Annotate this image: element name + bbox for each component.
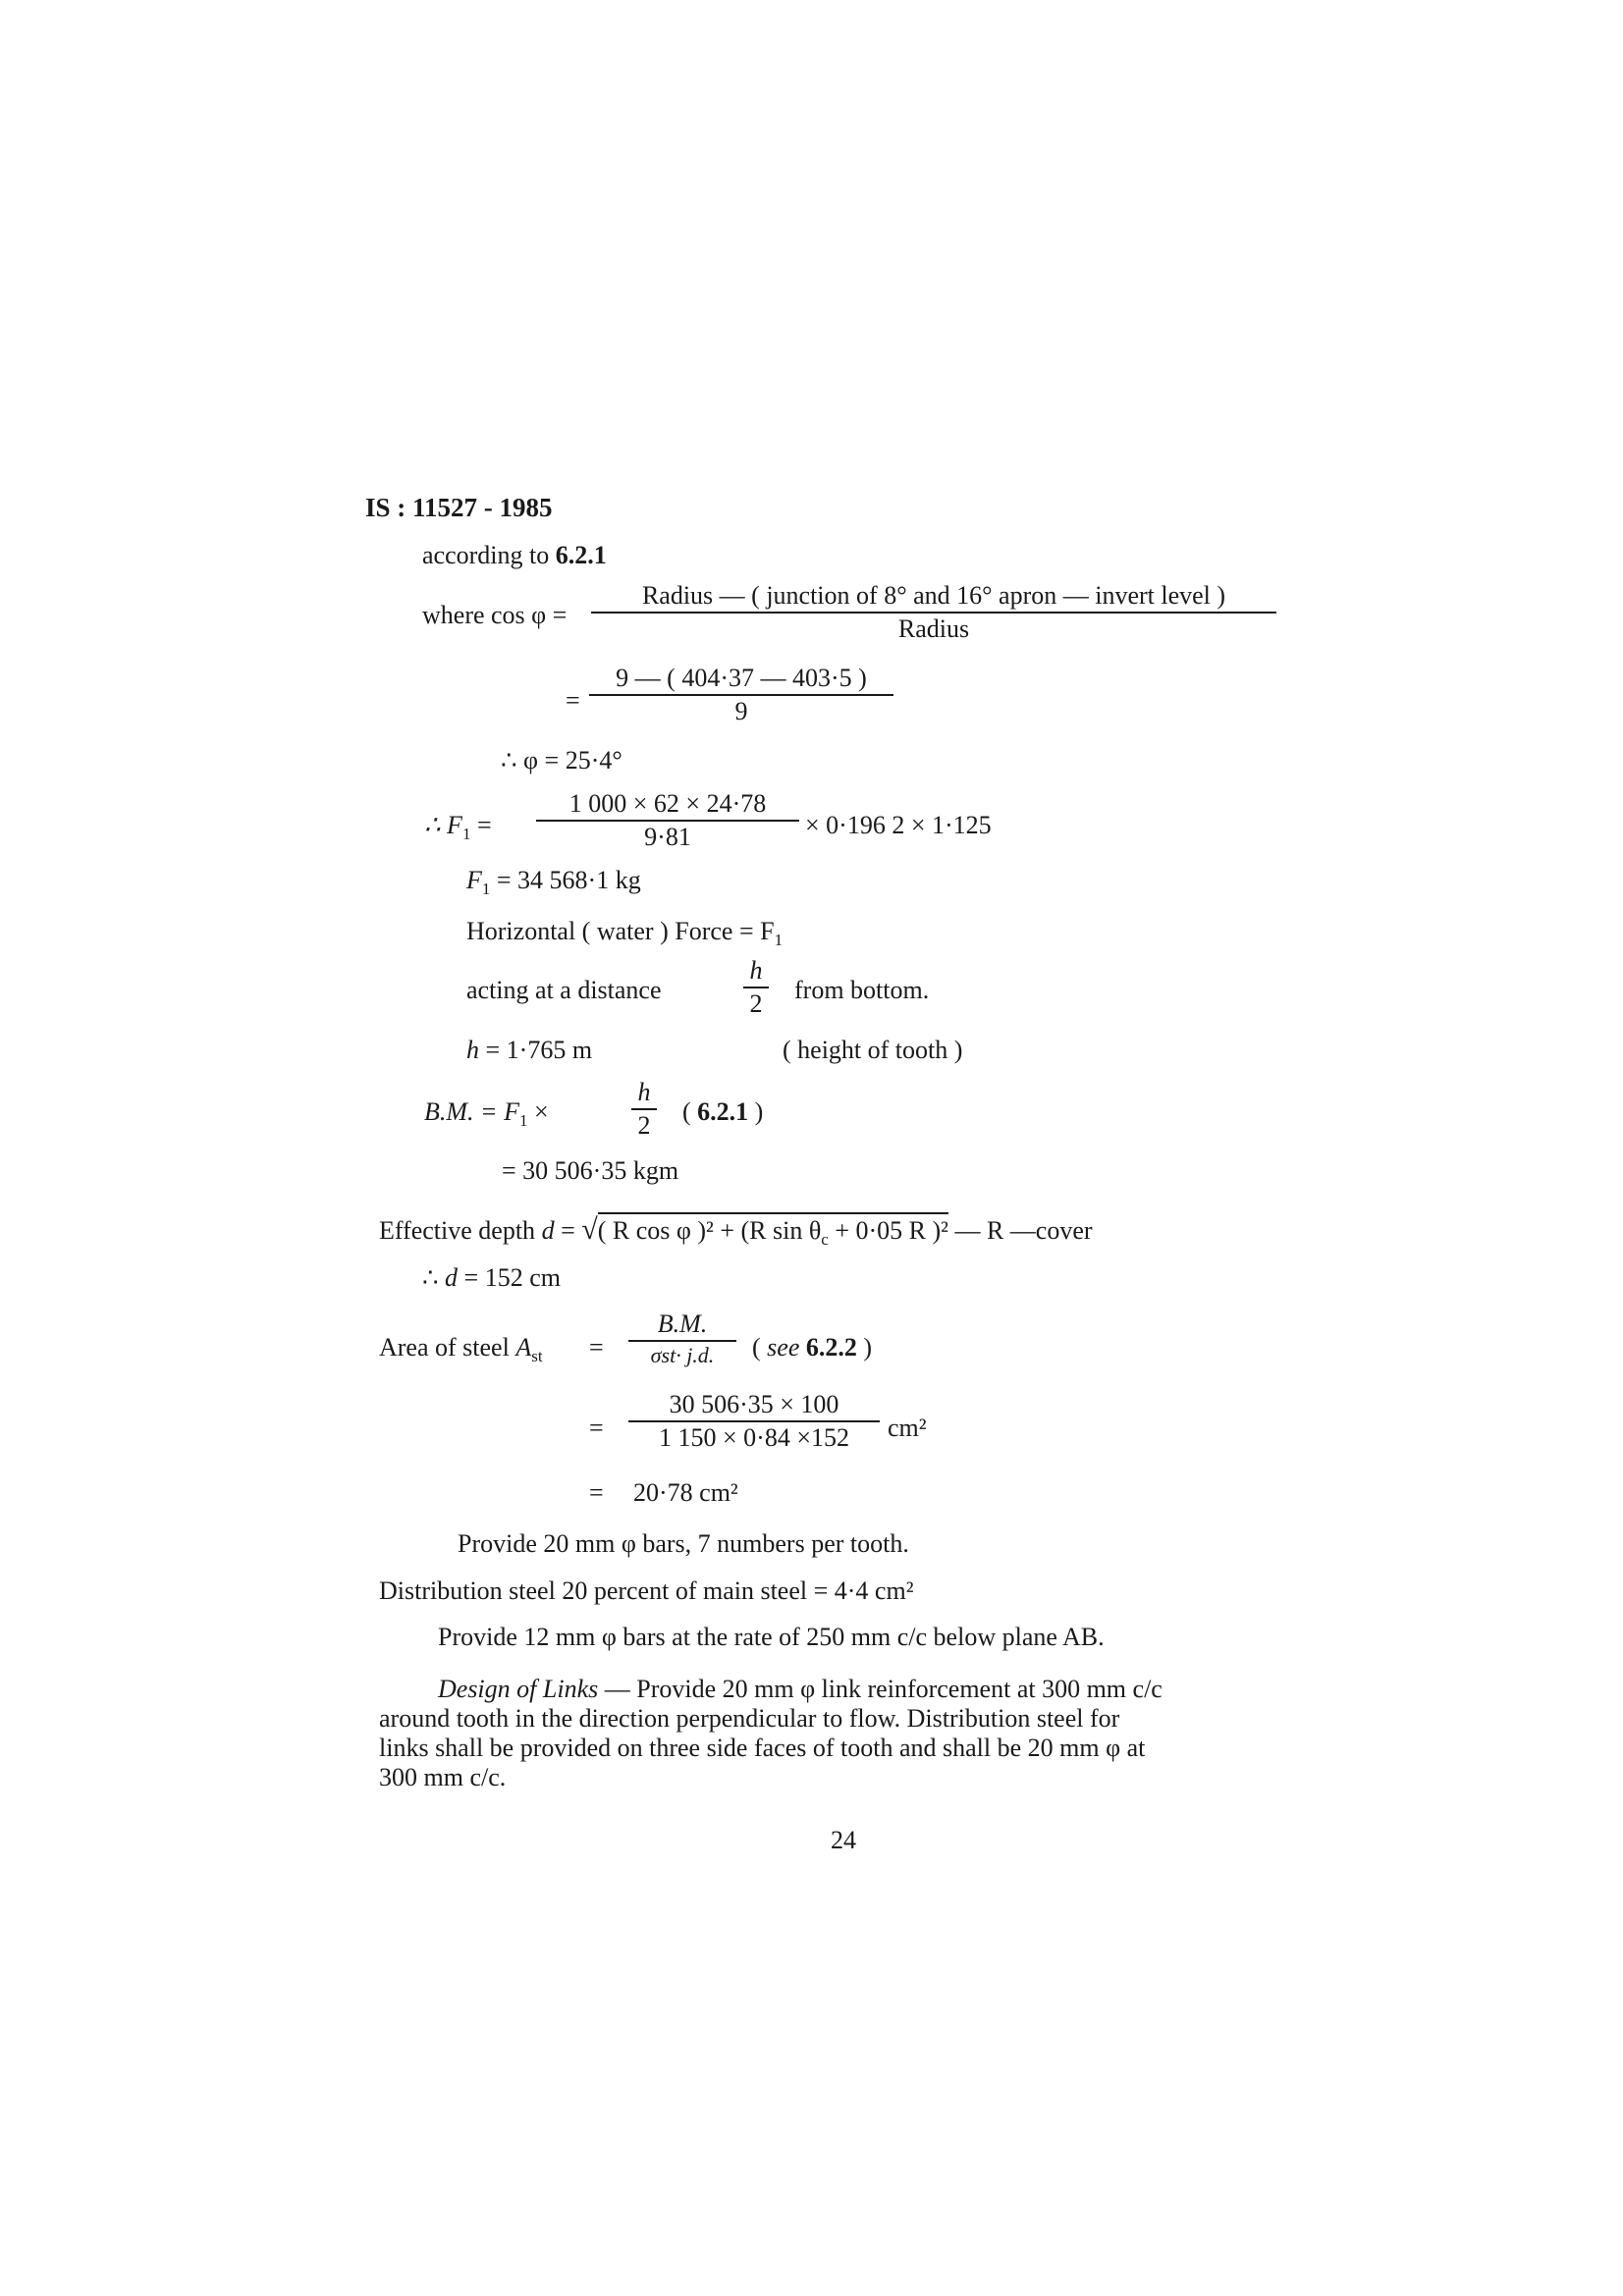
links-line-1: Design of Links — Provide 20 mm φ link reinforcement at 300 mm c/c <box>438 1675 1163 1703</box>
fraction-bar <box>589 694 893 696</box>
ast-fraction-2: 30 506·35 × 100 1 150 × 0·84 ×152 <box>628 1392 880 1451</box>
distribution-steel: Distribution steel 20 percent of main steel = 4·4 cm² <box>379 1576 914 1605</box>
ast-fraction: B.M. σst· j.d. <box>628 1311 736 1366</box>
bm-value: = 30 506·35 kgm <box>502 1156 679 1185</box>
ast-ref: ( see 6.2.2 ) <box>752 1333 873 1362</box>
page-number: 24 <box>831 1826 856 1854</box>
f1-value: $F_1 = 34$ 568·1 kg <box>466 866 641 899</box>
intro-line <box>422 543 607 568</box>
fraction-bar <box>628 1420 880 1422</box>
cos-phi-fraction-2 <box>589 666 893 724</box>
phi-value: ∴ φ = 25·4° <box>501 746 622 774</box>
cos-phi-numerator: Radius — ( junction of 8° and 16° apron — invert level ) <box>641 581 1226 610</box>
intro-text: according to <box>422 541 556 569</box>
fraction-bar <box>631 1108 657 1110</box>
links-line-2: around tooth in the direction perpendicular to flow. Distribution steel for <box>379 1704 1120 1733</box>
cos-phi-fraction <box>591 583 1276 642</box>
horizontal-force: Horizontal ( water ) Force = $F_1$ <box>466 917 784 950</box>
fraction-bar <box>743 987 769 988</box>
equals-sign: = <box>589 1414 604 1442</box>
cos-phi-denominator: Radius <box>897 614 970 643</box>
f1-lhs: ∴ $F_1$ = <box>424 811 492 844</box>
links-title: Design of Links <box>438 1675 599 1703</box>
fraction-bar <box>591 612 1276 614</box>
ast-unit: cm² <box>888 1414 927 1442</box>
cos-phi-numerator-2: 9 — ( 404·37 — 403·5 ) <box>616 664 867 692</box>
equals-sign: = <box>589 1333 604 1362</box>
links-line-3: links shall be provided on three side faces of tooth and shall be 20 mm φ at <box>379 1734 1146 1762</box>
h-over-2: h 2 <box>743 958 769 1017</box>
bm-ref: ( 6.2.1 ) <box>682 1097 764 1126</box>
cos-phi-label: where cos φ = <box>422 601 568 629</box>
links-line-4: 300 mm c/c. <box>379 1763 507 1791</box>
equals-sign: = <box>566 686 580 715</box>
height-note: ( height of tooth ) <box>783 1036 963 1064</box>
acting-post: from bottom. <box>794 976 930 1004</box>
f1-numerator: 1 000 × 62 × 24·78 <box>568 789 767 818</box>
fraction-bar <box>628 1340 736 1342</box>
cos-phi-denominator-2: 9 <box>734 697 748 725</box>
fraction-bar <box>536 820 799 822</box>
intro-ref: 6.2.1 <box>555 541 607 569</box>
standard-number: IS : 11527 - 1985 <box>365 493 553 522</box>
ast-result: 20·78 cm² <box>633 1478 738 1507</box>
effective-depth: Effective depth d = √( R cos φ )² + (R $\sin \theta_c + 0\cdot 05$ R )² — R —cover <box>379 1213 1093 1250</box>
provide-distribution-bars: Provide 12 mm φ bars at the rate of 250 mm c/c below plane AB. <box>438 1623 1105 1651</box>
bm-formula: B.M. = $F_1$ × <box>424 1097 549 1131</box>
provide-main-bars: Provide 20 mm φ bars, 7 numbers per tooth. <box>458 1529 909 1558</box>
f1-fraction <box>536 791 799 850</box>
acting-pre: acting at a distance <box>466 976 662 1004</box>
area-steel-label: Area of steel $A_{st}$ <box>379 1333 543 1366</box>
f1-tail: × 0·196 2 × 1·125 <box>805 811 992 839</box>
bm-h-over-2: h 2 <box>631 1080 657 1139</box>
equals-sign: = <box>589 1478 604 1507</box>
f1-denominator: 9·81 <box>644 823 691 851</box>
height-value: h = 1·765 m <box>466 1036 593 1064</box>
d-value: ∴ d = 152 cm <box>422 1263 561 1292</box>
